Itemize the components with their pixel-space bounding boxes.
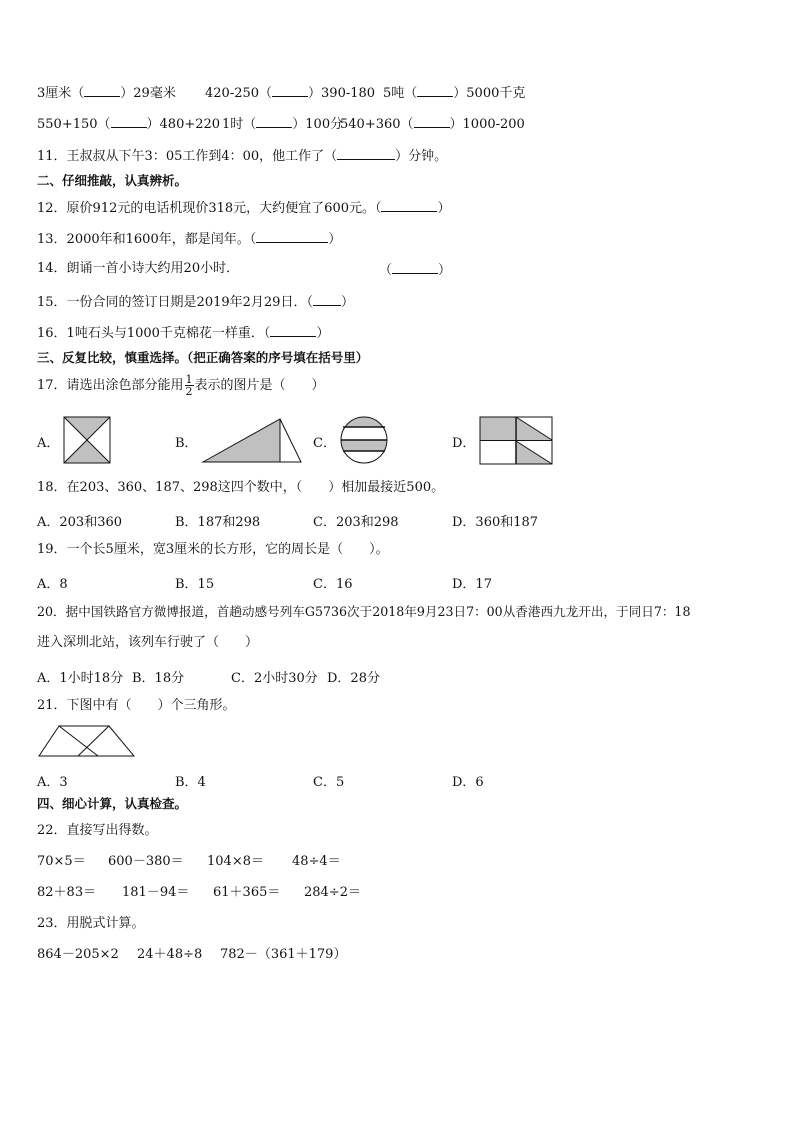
q19-option-d[interactable]: D．17	[452, 577, 492, 592]
q19-option-c[interactable]: C．16	[313, 577, 353, 592]
q17-figure-b	[202, 418, 302, 464]
q20-option-a[interactable]: A．1小时18分	[37, 671, 124, 686]
question-20-line-1: 20．据中国铁路官方微博报道，首趟动感号列车G5736次于2018年9月23日7：00从香港西九龙开出，于同日7：18	[37, 604, 691, 619]
answer-blank[interactable]	[270, 324, 316, 337]
question-13: 13．2000年和1600年，都是闰年。（ ）	[37, 232, 342, 247]
calc-item: 284÷2＝	[304, 885, 361, 900]
question-23: 23．用脱式计算。	[37, 916, 145, 931]
answer-blank[interactable]	[313, 293, 341, 306]
q19-option-b[interactable]: B．15	[175, 577, 215, 592]
compare-1: 3厘米（ ）29毫米	[37, 86, 176, 101]
question-18: 18．在203、360、187、298这四个数中，（ ）相加最接近500。	[37, 480, 445, 495]
q18-option-a[interactable]: A．203和360	[37, 515, 123, 530]
answer-blank[interactable]	[337, 147, 395, 160]
q21-option-c[interactable]: C．5	[313, 775, 345, 790]
question-22: 22．直接写出得数。	[37, 823, 158, 838]
q17-figure-c	[340, 416, 388, 464]
answer-blank[interactable]	[392, 261, 438, 274]
answer-blank[interactable]	[381, 199, 437, 212]
q17-option-b-label[interactable]: B．	[175, 436, 198, 451]
answer-blank[interactable]	[417, 84, 453, 97]
question-20-line-2: 进入深圳北站，该列车行驶了（ ）	[37, 635, 259, 650]
calc-item: 48÷4＝	[292, 854, 341, 869]
question-16: 16．1吨石头与1000千克棉花一样重．（ ）	[37, 326, 330, 341]
calc-item: 600－380＝	[108, 854, 184, 869]
calc-item: 24＋48÷8	[137, 947, 203, 962]
q18-option-b[interactable]: B．187和298	[175, 515, 261, 530]
q21-option-a[interactable]: A．3	[37, 775, 68, 790]
compare-2: 420-250（ ）390-180	[205, 86, 376, 101]
q17-figure-a	[63, 416, 111, 464]
question-14: 14．朗诵一首小诗大约用20小时． （ ）	[37, 261, 452, 278]
calc-item: 864－205×2	[37, 947, 119, 962]
compare-5: 1时（ ）100分	[222, 117, 344, 132]
calc-item: 61＋365＝	[213, 885, 281, 900]
answer-blank[interactable]	[414, 115, 450, 128]
q20-option-c[interactable]: C．2小时30分	[231, 671, 318, 686]
compare-6: 540+360（ ）1000-200	[340, 117, 525, 132]
answer-blank[interactable]	[256, 115, 292, 128]
question-15: 15．一份合同的签订日期是2019年2月29日．（ ）	[37, 295, 354, 310]
calc-item: 70×5＝	[37, 854, 86, 869]
question-11: 11．王叔叔从下午3：05工作到4：00，他工作了（ ）分钟。	[37, 149, 448, 164]
answer-blank[interactable]	[256, 230, 328, 243]
q21-trapezoid-figure	[38, 725, 136, 757]
q21-option-b[interactable]: B．4	[175, 775, 206, 790]
section-4-heading: 四、细心计算，认真检查。	[37, 796, 188, 811]
calc-item: 104×8＝	[207, 854, 264, 869]
q20-option-b[interactable]: B．18分	[132, 671, 185, 686]
question-12: 12．原价912元的电话机现价318元，大约便宜了600元。（ ）	[37, 201, 451, 216]
question-19: 19．一个长5厘米，宽3厘米的长方形，它的周长是（ ）。	[37, 542, 389, 557]
q21-option-d[interactable]: D．6	[452, 775, 484, 790]
section-3-heading: 三、反复比较，慎重选择。（把正确答案的序号填在括号里）	[37, 350, 369, 365]
answer-blank[interactable]	[111, 115, 147, 128]
q17-option-d-label[interactable]: D．	[452, 436, 476, 451]
compare-4: 550+150（ ）480+220	[37, 117, 221, 132]
q17-option-c-label[interactable]: C．	[313, 436, 336, 451]
calc-item: 82＋83＝	[37, 885, 97, 900]
q17-figure-d	[479, 416, 553, 466]
q20-option-d[interactable]: D．28分	[327, 671, 380, 686]
answer-blank[interactable]	[84, 84, 120, 97]
q17-option-a-label[interactable]: A．	[37, 436, 60, 451]
calc-item: 782－（361＋179）	[220, 947, 347, 962]
question-21: 21．下图中有（ ）个三角形。	[37, 698, 236, 713]
compare-3: 5吨（ ）5000千克	[383, 86, 526, 101]
answer-blank[interactable]	[272, 84, 308, 97]
section-2-heading: 二、仔细推敲，认真辨析。	[37, 173, 188, 188]
q18-option-d[interactable]: D．360和187	[452, 515, 539, 530]
q18-option-c[interactable]: C．203和298	[313, 515, 399, 530]
question-17: 17．请选出涂色部分能用 $\frac{1}{2}$ 表示的图片是（ ）	[37, 373, 325, 398]
q19-option-a[interactable]: A．8	[37, 577, 68, 592]
fraction-one-half: $\frac{1}{2}$	[185, 373, 193, 398]
calc-item: 181－94＝	[122, 885, 190, 900]
